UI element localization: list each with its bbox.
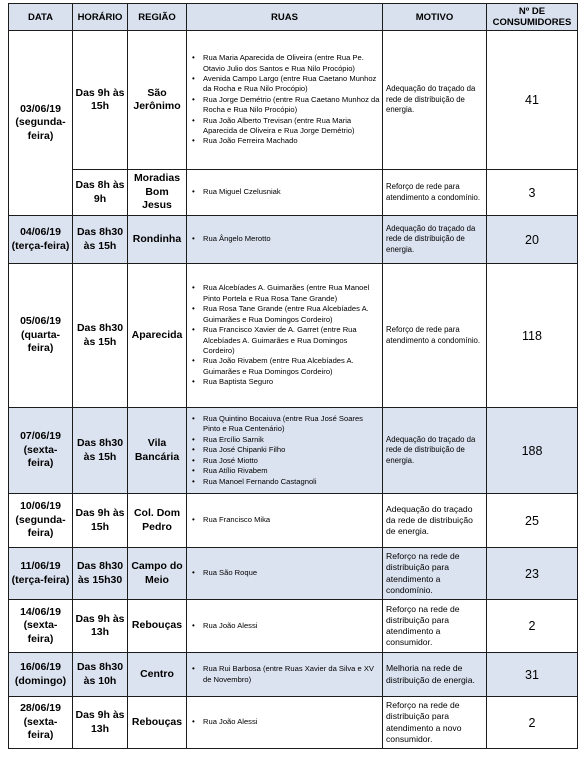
date-cell: 07/06/19 (sexta-feira) xyxy=(9,408,73,494)
street-item: • Rua Ângelo Merotto xyxy=(203,234,380,244)
table-row xyxy=(9,494,578,548)
consumer-count: 2 xyxy=(487,697,578,749)
street-list xyxy=(189,568,380,578)
street-item: • Avenida Campo Largo (entre Rua Caetano Munhoz da Rocha e Rua Nilo Procópio) xyxy=(203,74,380,95)
time-cell: Das 8h30 às 15h30 xyxy=(73,548,128,600)
reason-cell: Reforço na rede de distribuição para atendimento a novo consumidor. xyxy=(383,697,487,749)
reason-cell: Reforço na rede de distribuição para atendimento a condomínio. xyxy=(383,548,487,600)
header-consumidores: Nº DE CONSUMIDORES xyxy=(487,4,578,31)
time-cell: Das 8h30 às 15h xyxy=(73,408,128,494)
street-item: • Rua São Roque xyxy=(203,568,380,578)
header-data: DATA xyxy=(9,4,73,31)
street-list xyxy=(189,717,380,727)
reason-cell: Reforço na rede de distribuição para atendimento a consumidor. xyxy=(383,600,487,653)
date-cell: 10/06/19 (segunda-feira) xyxy=(9,494,73,548)
date-cell: 16/06/19 (domingo) xyxy=(9,653,73,697)
streets-cell xyxy=(187,216,383,264)
table-row xyxy=(9,264,578,408)
time-cell: Das 9h às 13h xyxy=(73,600,128,653)
street-item: • Rua Maria Aparecida de Oliveira (entre Rua Pe. Otavio Julio dos Santos e Rua Nilo Procópio) xyxy=(203,53,380,74)
header-ruas: RUAS xyxy=(187,4,383,31)
time-cell: Das 9h às 15h xyxy=(73,494,128,548)
street-list xyxy=(189,621,380,631)
consumer-count: 23 xyxy=(487,548,578,600)
time-cell: Das 9h às 13h xyxy=(73,697,128,749)
table-row xyxy=(9,408,578,494)
street-list xyxy=(189,515,380,525)
streets-cell xyxy=(187,170,383,216)
street-item: • Rua Manoel Fernando Castagnoli xyxy=(203,477,380,487)
region-cell: Col. Dom Pedro xyxy=(128,494,187,548)
street-item: • Rua Jorge Demétrio (entre Rua Caetano Munhoz da Rocha e Rua Nilo Procópio) xyxy=(203,95,380,116)
street-item: • Rua João Alessi xyxy=(203,717,380,727)
region-cell: São Jerônimo xyxy=(128,31,187,170)
table-row xyxy=(9,600,578,653)
time-cell: Das 8h30 às 15h xyxy=(73,264,128,408)
street-item: • Rua José Miotto xyxy=(203,456,380,466)
consumer-count: 188 xyxy=(487,408,578,494)
street-list xyxy=(189,234,380,244)
street-item: • Rua Ercílio Sarnik xyxy=(203,435,380,445)
table-row xyxy=(9,216,578,264)
street-item: • Rua Atílio Rivabem xyxy=(203,466,380,476)
consumer-count: 31 xyxy=(487,653,578,697)
time-cell: Das 8h às 9h xyxy=(73,170,128,216)
street-item: • Rua Rui Barbosa (entre Ruas Xavier da Silva e XV de Novembro) xyxy=(203,664,380,685)
consumer-count: 118 xyxy=(487,264,578,408)
time-cell: Das 8h30 às 10h xyxy=(73,653,128,697)
table-row xyxy=(9,170,578,216)
street-item: • Rua José Chipanki Filho xyxy=(203,445,380,455)
header-motivo: MOTIVO xyxy=(383,4,487,31)
reason-cell: Adequação do traçado da rede de distribuição de energia. xyxy=(383,494,487,548)
date-cell: 28/06/19 (sexta-feira) xyxy=(9,697,73,749)
streets-cell xyxy=(187,494,383,548)
street-item: • Rua Baptista Seguro xyxy=(203,377,380,387)
region-cell: Aparecida xyxy=(128,264,187,408)
streets-cell xyxy=(187,264,383,408)
street-list xyxy=(189,53,380,147)
reason-cell: Adequação do traçado da rede de distribuição de energia. xyxy=(383,31,487,170)
date-cell: 04/06/19 (terça-feira) xyxy=(9,216,73,264)
table-row xyxy=(9,548,578,600)
region-cell: Rebouças xyxy=(128,697,187,749)
table-row xyxy=(9,31,578,170)
consumer-count: 3 xyxy=(487,170,578,216)
street-item: • Rua Alcebíades A. Guimarães (entre Rua Manoel Pinto Portela e Rua Rosa Tane Grande) xyxy=(203,283,380,304)
streets-cell xyxy=(187,31,383,170)
street-item: • Rua Rosa Tane Grande (entre Rua Alcebíades A. Guimarães e Rua Domingos Cordeiro) xyxy=(203,304,380,325)
consumer-count: 25 xyxy=(487,494,578,548)
street-item: • Rua Francisco Xavier de A. Garret (entre Rua Alcebíades A. Guimarães e Rua Domingos Cordeiro) xyxy=(203,325,380,356)
consumer-count: 20 xyxy=(487,216,578,264)
street-list xyxy=(189,414,380,487)
street-item: • Rua João Rivabem (entre Rua Alcebíades A. Guimarães e Rua Domingos Cordeiro) xyxy=(203,356,380,377)
streets-cell xyxy=(187,408,383,494)
region-cell: Campo do Meio xyxy=(128,548,187,600)
region-cell: Moradias Bom Jesus xyxy=(128,170,187,216)
reason-cell: Reforço de rede para atendimento a condomínio. xyxy=(383,264,487,408)
street-item: • Rua João Alessi xyxy=(203,621,380,631)
street-item: • Rua João Alberto Trevisan (entre Rua Maria Aparecida de Oliveira e Rua Jorge Demétrio) xyxy=(203,116,380,137)
date-cell: 03/06/19 (segunda-feira) xyxy=(9,31,73,216)
table-row xyxy=(9,697,578,749)
reason-cell: Melhoria na rede de distribuição de energia. xyxy=(383,653,487,697)
region-cell: Vila Bancária xyxy=(128,408,187,494)
time-cell: Das 9h às 15h xyxy=(73,31,128,170)
consumer-count: 2 xyxy=(487,600,578,653)
reason-cell: Reforço de rede para atendimento a condomínio. xyxy=(383,170,487,216)
streets-cell xyxy=(187,653,383,697)
streets-cell xyxy=(187,548,383,600)
region-cell: Centro xyxy=(128,653,187,697)
date-cell: 05/06/19 (quarta-feira) xyxy=(9,264,73,408)
reason-cell: Adequação do traçado da rede de distribuição de energia. xyxy=(383,216,487,264)
table-row xyxy=(9,653,578,697)
time-cell: Das 8h30 às 15h xyxy=(73,216,128,264)
date-cell: 14/06/19 (sexta-feira) xyxy=(9,600,73,653)
street-list xyxy=(189,664,380,685)
street-list xyxy=(189,187,380,197)
date-cell: 11/06/19 (terça-feira) xyxy=(9,548,73,600)
header-horario: HORÁRIO xyxy=(73,4,128,31)
reason-cell: Adequação do traçado da rede de distribuição de energia. xyxy=(383,408,487,494)
region-cell: Rondinha xyxy=(128,216,187,264)
street-item: • Rua Quintino Bocaiuva (entre Rua José Soares Pinto e Rua Centenário) xyxy=(203,414,380,435)
streets-cell xyxy=(187,697,383,749)
streets-cell xyxy=(187,600,383,653)
schedule-table xyxy=(8,3,578,749)
region-cell: Rebouças xyxy=(128,600,187,653)
street-item: • Rua João Ferreira Machado xyxy=(203,136,380,146)
consumer-count: 41 xyxy=(487,31,578,170)
street-item: • Rua Miguel Czelusniak xyxy=(203,187,380,197)
header-row xyxy=(9,4,578,31)
street-item: • Rua Francisco Mika xyxy=(203,515,380,525)
header-regiao: REGIÃO xyxy=(128,4,187,31)
street-list xyxy=(189,283,380,387)
